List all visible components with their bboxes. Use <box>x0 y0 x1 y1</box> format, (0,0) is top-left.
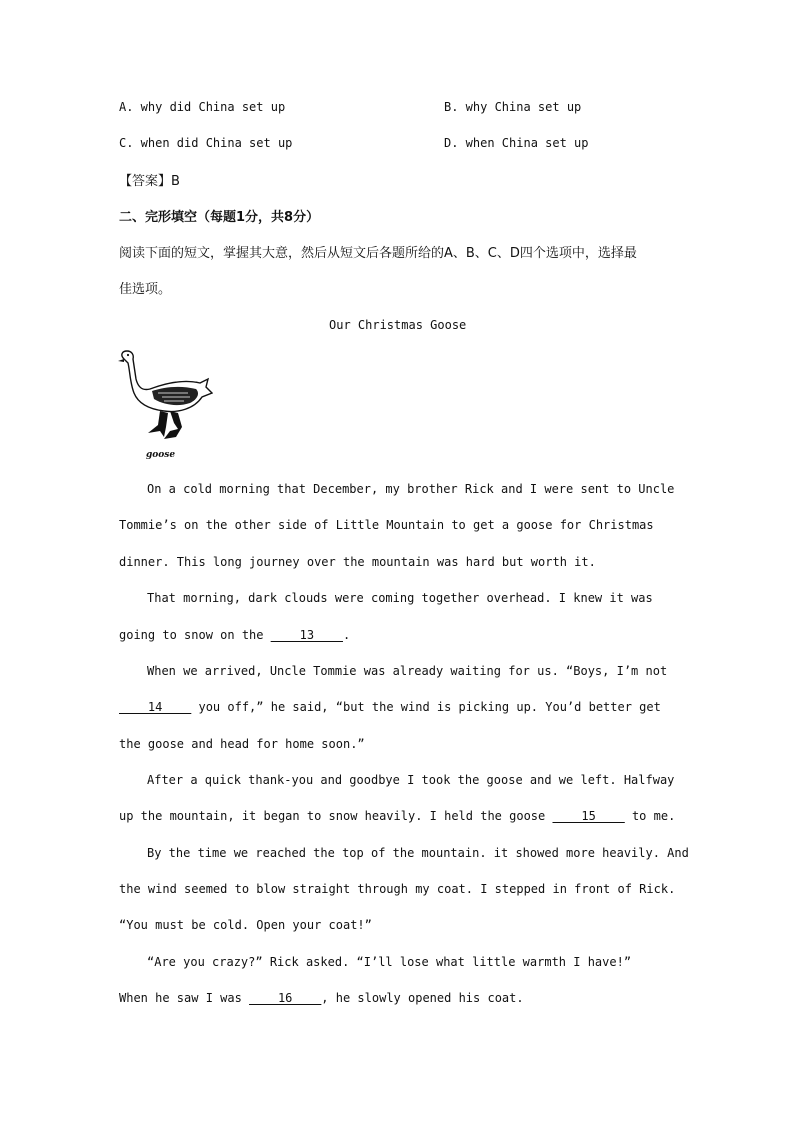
passage-text: . <box>342 628 351 642</box>
passage-line-with-blank <box>119 700 661 714</box>
passage-text: When he saw I was <box>119 991 250 1005</box>
passage-text: up the mountain, it began to snow heavily. I held the goose <box>119 809 553 823</box>
instructions-line-1: 阅读下面的短文，掌握其大意，然后从短文后各题所给的A、B、C、D四个选项中，选择最 <box>119 246 637 261</box>
option-b: B. why China set up <box>444 100 582 114</box>
passage-title: Our Christmas Goose <box>329 318 467 332</box>
passage-line-with-blank <box>119 628 350 642</box>
blank-16: ____16____ <box>249 991 322 1005</box>
passage-line: Tommie’s on the other side of Little Mountain to get a goose for Christmas <box>119 518 654 532</box>
goose-caption: goose <box>146 450 176 460</box>
passage-line: the goose and head for home soon.” <box>119 737 365 751</box>
passage-text: you off,” he said, “but the wind is picking up. You’d better get <box>191 700 661 714</box>
option-d: D. when China set up <box>444 136 589 150</box>
passage-line: dinner. This long journey over the mountain was hard but worth it. <box>119 555 596 569</box>
option-c: C. when did China set up <box>119 136 293 150</box>
passage-line: By the time we reached the top of the mountain. it showed more heavily. And <box>147 846 689 860</box>
blank-14: ____14____ <box>119 700 192 714</box>
passage-line-with-blank <box>119 809 675 823</box>
passage-text: to me. <box>624 809 676 823</box>
goose-image <box>118 347 213 462</box>
blank-15: ____15____ <box>552 809 625 823</box>
passage-line: the wind seemed to blow straight through my coat. I stepped in front of Rick. <box>119 882 676 896</box>
passage-line: That morning, dark clouds were coming together overhead. I knew it was <box>147 591 653 605</box>
passage-line: “You must be cold. Open your coat!” <box>119 918 372 932</box>
passage-line: After a quick thank-you and goodbye I took the goose and we left. Halfway <box>147 773 675 787</box>
passage-line: When we arrived, Uncle Tommie was already waiting for us. “Boys, I’m not <box>147 664 668 678</box>
passage-line: “Are you crazy?” Rick asked. “I’ll lose what little warmth I have!” <box>147 955 632 969</box>
passage-text: , he slowly opened his coat. <box>321 991 524 1005</box>
section-heading: 二、完形填空（每题1分，共8分） <box>119 210 320 225</box>
passage-line-with-blank <box>119 991 524 1005</box>
option-a: A. why did China set up <box>119 100 286 114</box>
blank-13: ____13____ <box>270 628 343 642</box>
passage-text: going to snow on the <box>119 628 271 642</box>
instructions-line-2: 佳选项。 <box>119 282 172 297</box>
passage-line: On a cold morning that December, my brother Rick and I were sent to Uncle <box>147 482 675 496</box>
answer-line: 【答案】B <box>119 174 180 189</box>
